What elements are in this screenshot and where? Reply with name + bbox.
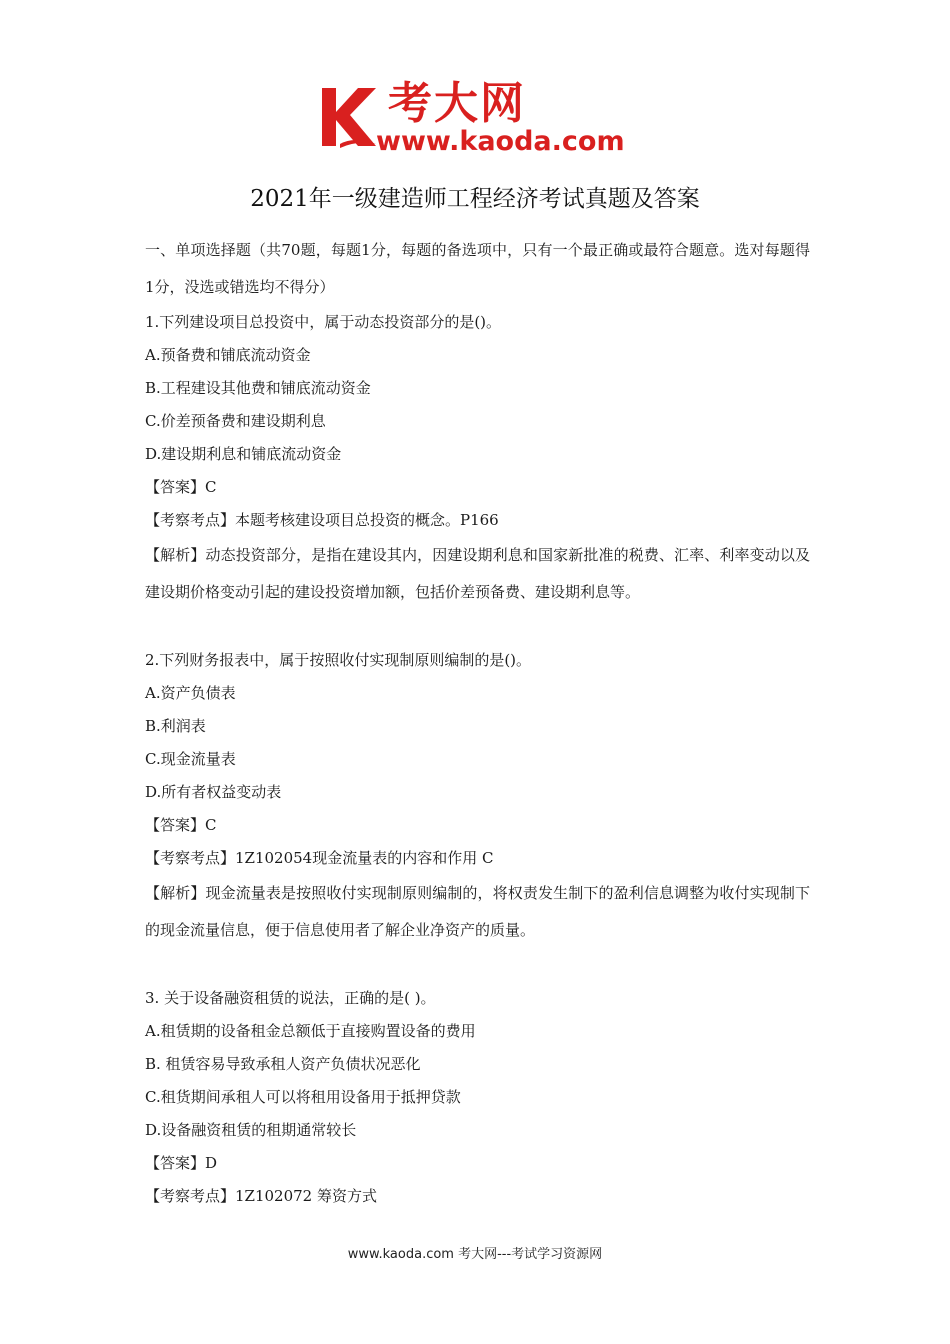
exam-point: 【考察考点】1Z102072 筹资方式: [145, 1187, 377, 1205]
brand-url: www.kaoda.com: [376, 126, 625, 157]
exam-point: 【考察考点】本题考核建设项目总投资的概念。P166: [145, 511, 499, 529]
option-b: B.利润表: [145, 717, 206, 735]
exam-point: 【考察考点】1Z102054现金流量表的内容和作用 C: [145, 849, 494, 867]
option-c: C.租货期间承租人可以将租用设备用于抵押贷款: [145, 1088, 461, 1106]
answer: 【答案】C: [145, 816, 217, 834]
question-2: [145, 644, 810, 949]
option-d: D.所有者权益变动表: [145, 783, 282, 801]
brand-name: 考大网: [388, 78, 526, 129]
analysis: 【解析】动态投资部分，是指在建设其内，因建设期利息和国家新批准的税费、汇率、利率变动以及建设期价格变动引起的建设投资增加额，包括价差预备费、建设期利息等。: [145, 546, 810, 601]
analysis: 【解析】现金流量表是按照收付实现制原则编制的，将权责发生制下的盈利信息调整为收付实现制下的现金流量信息，便于信息使用者了解企业净资产的质量。: [145, 884, 810, 939]
kaoda-logo: [318, 80, 648, 162]
page-title: 2021年一级建造师工程经济考试真题及答案: [250, 186, 700, 212]
k-logo-icon: [318, 82, 380, 150]
spacer: [145, 611, 810, 644]
section-intro: 一、单项选择题（共70题，每题1分，每题的备选项中，只有一个最正确或最符合题意。选对每题得1分，没选或错选均不得分）: [145, 241, 810, 296]
spacer: [145, 949, 810, 982]
option-d: D.建设期利息和铺底流动资金: [145, 445, 342, 463]
option-d: D.设备融资租赁的租期通常较长: [145, 1121, 357, 1139]
page-footer: www.kaoda.com 考大网---考试学习资源网: [347, 1247, 603, 1262]
option-c: C.现金流量表: [145, 750, 236, 768]
question-stem: 1.下列建设项目总投资中，属于动态投资部分的是()。: [145, 313, 502, 331]
document-body: [145, 232, 810, 1213]
question-stem: 3. 关于设备融资租赁的说法，正确的是( )。: [145, 989, 436, 1007]
option-a: A.预备费和铺底流动资金: [145, 346, 311, 364]
option-c: C.价差预备费和建设期利息: [145, 412, 326, 430]
option-b: B.工程建设其他费和铺底流动资金: [145, 379, 371, 397]
question-3: [145, 982, 810, 1213]
option-a: A.资产负债表: [145, 684, 236, 702]
question-stem: 2.下列财务报表中，属于按照收付实现制原则编制的是()。: [145, 651, 532, 669]
answer: 【答案】C: [145, 478, 217, 496]
question-1: [145, 306, 810, 611]
option-a: A.租赁期的设备租金总额低于直接购置设备的费用: [145, 1022, 476, 1040]
answer: 【答案】D: [145, 1154, 218, 1172]
option-b: B. 租赁容易导致承租人资产负债状况恶化: [145, 1055, 421, 1073]
